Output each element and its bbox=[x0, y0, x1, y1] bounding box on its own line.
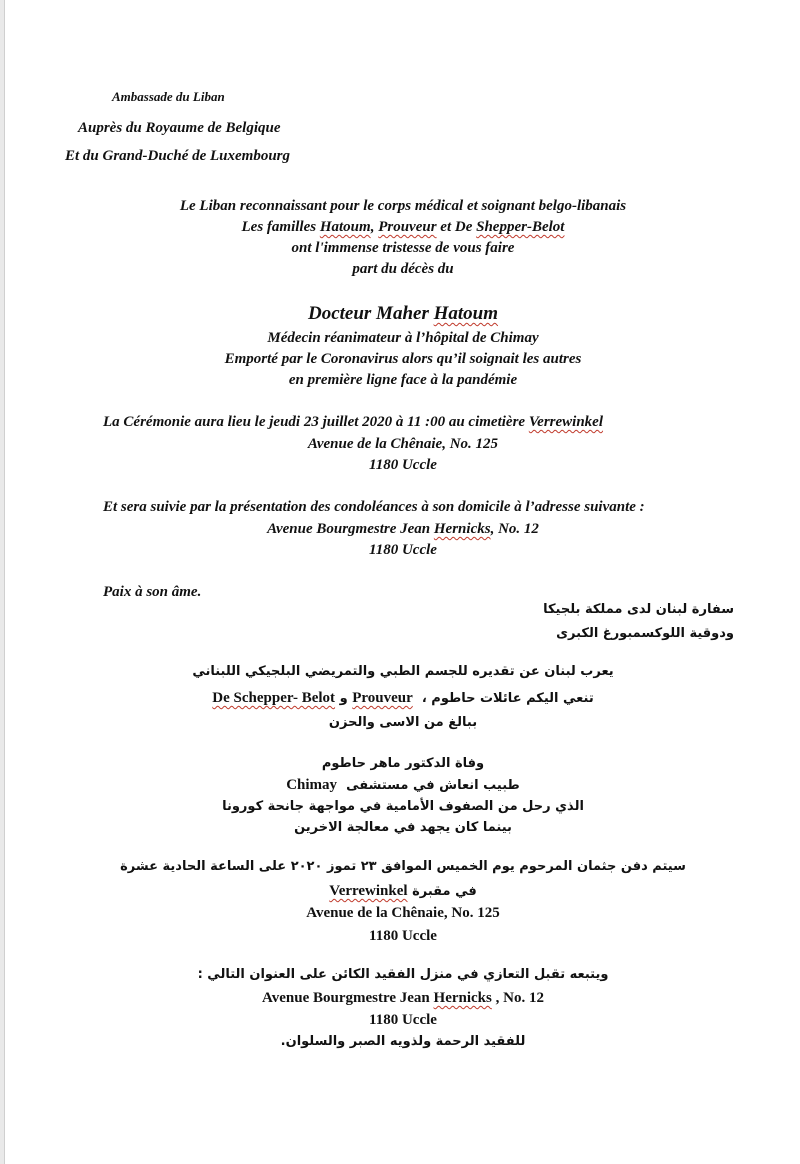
embassy-line-1: Ambassade du Liban bbox=[112, 89, 225, 104]
deceased-name bbox=[5, 304, 800, 323]
document-page bbox=[4, 0, 800, 1164]
cond-hernicks: Hernicks bbox=[433, 521, 491, 537]
announce-line-3: ont l'immense tristesse de vous faire bbox=[291, 240, 515, 256]
cond-address-suffix: , No. 12 bbox=[490, 521, 539, 537]
deceased-line-3: en première ligne face à la pandémie bbox=[288, 372, 518, 388]
arabic-p3: ببالغ من الاسى والحزن bbox=[328, 715, 478, 730]
arabic-p2-prouveur: Prouveur bbox=[352, 690, 413, 706]
ceremony-line-1 bbox=[103, 415, 603, 430]
family-shepper-belot: Shepper-Belot bbox=[476, 219, 565, 235]
announce-line-1: Le Liban reconnaissant pour le corps médical et soignant belgo-libanais bbox=[179, 198, 627, 214]
arabic-p2-text: تنعي اليكم عائلات حاطوم ، bbox=[421, 691, 594, 706]
ceremony-address: Avenue de la Chênaie, No. 125 bbox=[307, 436, 499, 452]
closing-text: Paix à son âme. bbox=[103, 584, 202, 600]
announce-families bbox=[5, 220, 800, 235]
ceremony-text: La Cérémonie aura lieu le jeudi 23 juillet 2020 à 11 :00 au cimetière bbox=[103, 414, 529, 430]
ceremony-city: 1180 Uccle bbox=[369, 457, 437, 473]
arabic-b3: Avenue de la Chênaie, No. 125 bbox=[306, 905, 500, 921]
arabic-p2 bbox=[5, 691, 800, 706]
family-prouveur: Prouveur bbox=[378, 219, 437, 235]
announce-line-4: part du décès du bbox=[352, 261, 454, 277]
deceased-role: Médecin réanimateur à l’hôpital de Chimay bbox=[267, 330, 539, 346]
arabic-d3: الذي رحل من الصفوف الأمامية في مواجهة جانحة كورونا bbox=[222, 799, 584, 814]
arabic-c1: ويتبعه تقبل التعازي في منزل الفقيد الكائن على العنوان التالي : bbox=[197, 967, 609, 982]
arabic-b2-text: في مقبرة bbox=[412, 884, 477, 899]
condolences-address bbox=[5, 522, 800, 537]
deceased-line-2: Emporté par le Coronavirus alors qu’il soignait les autres bbox=[224, 351, 582, 367]
arabic-c2-prefix: Avenue Bourgmestre Jean bbox=[262, 990, 434, 1006]
arabic-b2-verrewinkel: Verrewinkel bbox=[329, 883, 408, 899]
name-last: Hatoum bbox=[433, 303, 499, 324]
arabic-b1: سيتم دفن جثمان المرحوم يوم الخميس الموافق ٢٣ تموز ٢٠٢٠ على الساعة الحادية عشرة bbox=[120, 859, 686, 874]
families-prefix: Les familles bbox=[241, 219, 320, 235]
arabic-b2 bbox=[5, 884, 800, 899]
embassy-line-2: Auprès du Royaume de Belgique bbox=[78, 120, 281, 136]
arabic-p2-schepper: De Schepper- Belot bbox=[212, 690, 336, 706]
condolences-line-1: Et sera suivie par la présentation des condoléances à son domicile à l’adresse suivante : bbox=[103, 499, 645, 515]
arabic-p1: يعرب لبنان عن تقديره للجسم الطبي والتمريضي البلجيكي اللبناني bbox=[192, 664, 614, 679]
arabic-d2 bbox=[5, 778, 800, 793]
arabic-c2-hernicks: Hernicks bbox=[433, 990, 492, 1006]
cemetery-name: Verrewinkel bbox=[528, 414, 604, 430]
arabic-d2-chimay: Chimay bbox=[286, 777, 338, 793]
arabic-c2 bbox=[5, 991, 800, 1006]
condolences-city: 1180 Uccle bbox=[369, 542, 437, 558]
arabic-p2-and: و bbox=[335, 691, 353, 706]
arabic-embassy-1: سفارة لبنان لدى مملكة بلجيكا bbox=[543, 602, 734, 617]
arabic-c4: للفقيد الرحمة ولذويه الصبر والسلوان. bbox=[280, 1034, 526, 1049]
arabic-d2-text: طبيب انعاش في مستشفى bbox=[346, 778, 520, 793]
family-hatoum: Hatoum bbox=[319, 219, 371, 235]
arabic-b4: 1180 Uccle bbox=[369, 928, 437, 944]
families-sep: , bbox=[370, 219, 379, 235]
arabic-d1: وفاة الدكتور ماهر حاطوم bbox=[321, 756, 485, 771]
arabic-d4: بينما كان يجهد في معالجة الاخرين bbox=[294, 820, 512, 835]
families-and: et De bbox=[436, 219, 477, 235]
arabic-c3: 1180 Uccle bbox=[369, 1012, 437, 1028]
cond-address-prefix: Avenue Bourgmestre Jean bbox=[267, 521, 434, 537]
arabic-c2-suffix: , No. 12 bbox=[491, 990, 544, 1006]
name-prefix: Docteur Maher bbox=[307, 303, 434, 324]
embassy-line-3: Et du Grand-Duché de Luxembourg bbox=[65, 148, 291, 164]
arabic-embassy-2: ودوقية اللوكسمبورغ الكبرى bbox=[556, 626, 734, 641]
